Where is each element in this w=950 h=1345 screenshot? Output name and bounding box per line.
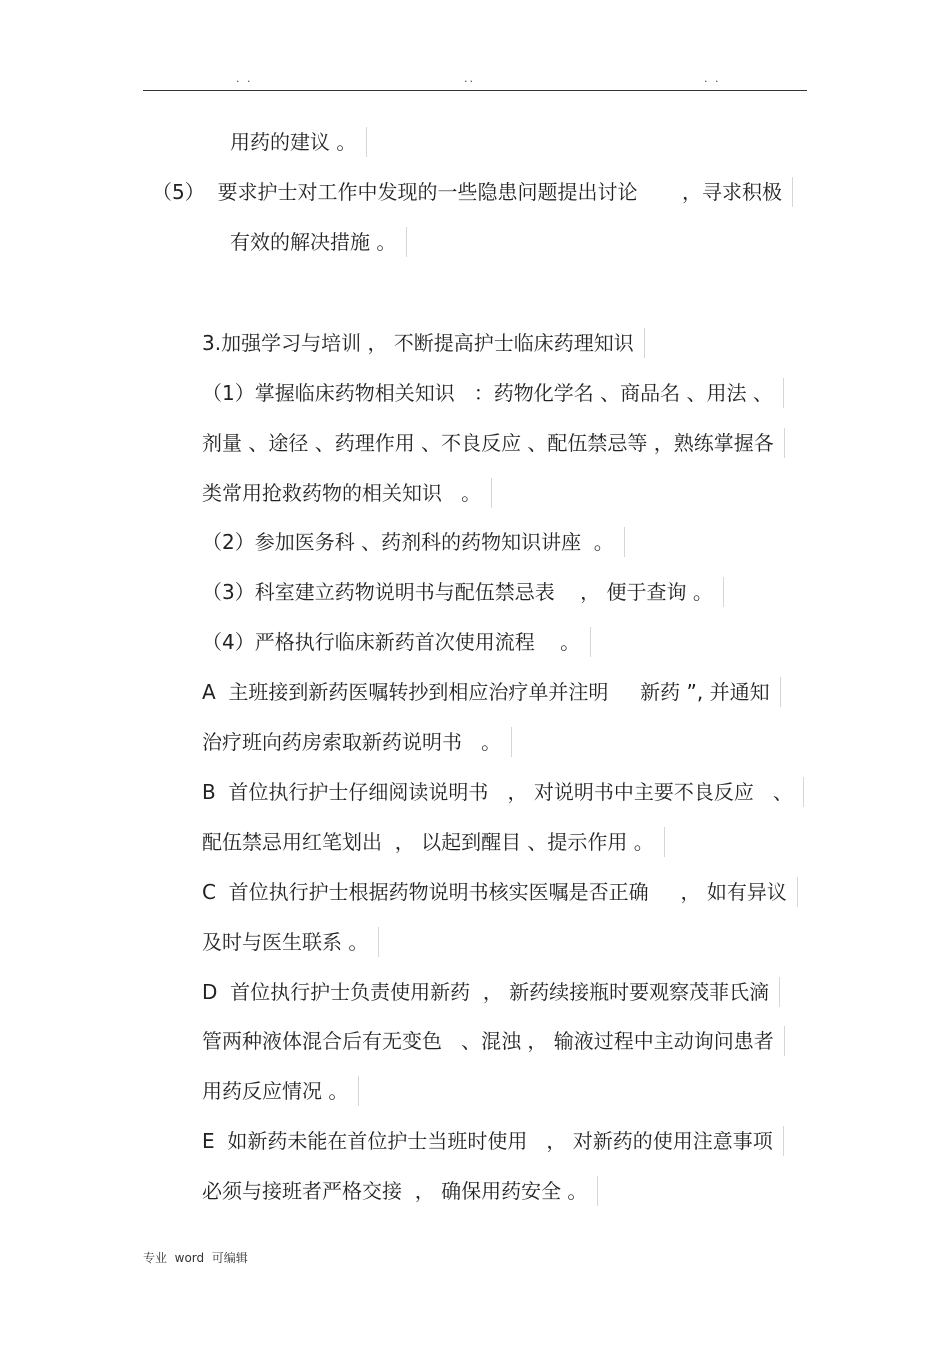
text-line-13: B 首位执行护士仔细阅读说明书 ， 对说明书中主要不良反应 、 — [202, 777, 804, 807]
text-line-10: （4）严格执行临床新药首次使用流程 。 — [202, 627, 591, 657]
text-line-8: （2）参加医务科 、药剂科的药物知识讲座 。 — [202, 527, 625, 557]
text-line-16: 及时与医生联系 。 — [202, 927, 379, 957]
text-line-18: 管两种液体混合后有无变色 、混浊 ， 输液过程中主动询问患者 — [202, 1026, 785, 1056]
text-line-3: 有效的解决措施 。 — [230, 227, 407, 257]
text-line-1: 用药的建议 。 — [230, 127, 367, 157]
header-dots-right: . . — [704, 72, 721, 85]
text-line-7: 类常用抢救药物的相关知识 。 — [202, 478, 492, 508]
text-line-5: （1）掌握临床药物相关知识 ：药物化学名 、商品名 、用法 、 — [202, 378, 784, 408]
text-line-6: 剂量 、途径 、药理作用 、不良反应 、配伍禁忌等 ，熟练掌握各 — [202, 428, 785, 458]
footer-note: 专业 word 可编辑 — [143, 1251, 248, 1265]
text-line-14: 配伍禁忌用红笔划出 ， 以起到醒目 、提示作用 。 — [202, 827, 665, 857]
text-line-19: 用药反应情况 。 — [202, 1076, 359, 1106]
header-dots-middle: .. — [464, 72, 475, 85]
text-line-2: （5） 要求护士对工作中发现的一些隐患问题提出讨论 ，寻求积极 — [152, 177, 793, 207]
text-line-17: D 首位执行护士负责使用新药 ， 新药续接瓶时要观察茂菲氏滴 — [202, 977, 780, 1007]
text-line-12: 治疗班向药房索取新药说明书 。 — [202, 727, 512, 757]
text-line-11: A 主班接到新药医嘱转抄到相应治疗单并注明 新药 ”, 并通知 — [202, 677, 781, 707]
section-heading: 3.加强学习与培训 ， 不断提高护士临床药理知识 — [202, 328, 645, 358]
text-line-20: E 如新药未能在首位护士当班时使用 ， 对新药的使用注意事项 — [202, 1126, 784, 1156]
text-line-15: C 首位执行护士根据药物说明书核实医嘱是否正确 ， 如有异议 — [202, 877, 798, 907]
text-line-21: 必须与接班者严格交接 ， 确保用药安全 。 — [202, 1176, 598, 1206]
header-dots-left: . . — [236, 72, 253, 85]
text-line-9: （3）科室建立药物说明书与配伍禁忌表 ， 便于查询 。 — [202, 577, 724, 607]
header-rule — [143, 90, 807, 91]
